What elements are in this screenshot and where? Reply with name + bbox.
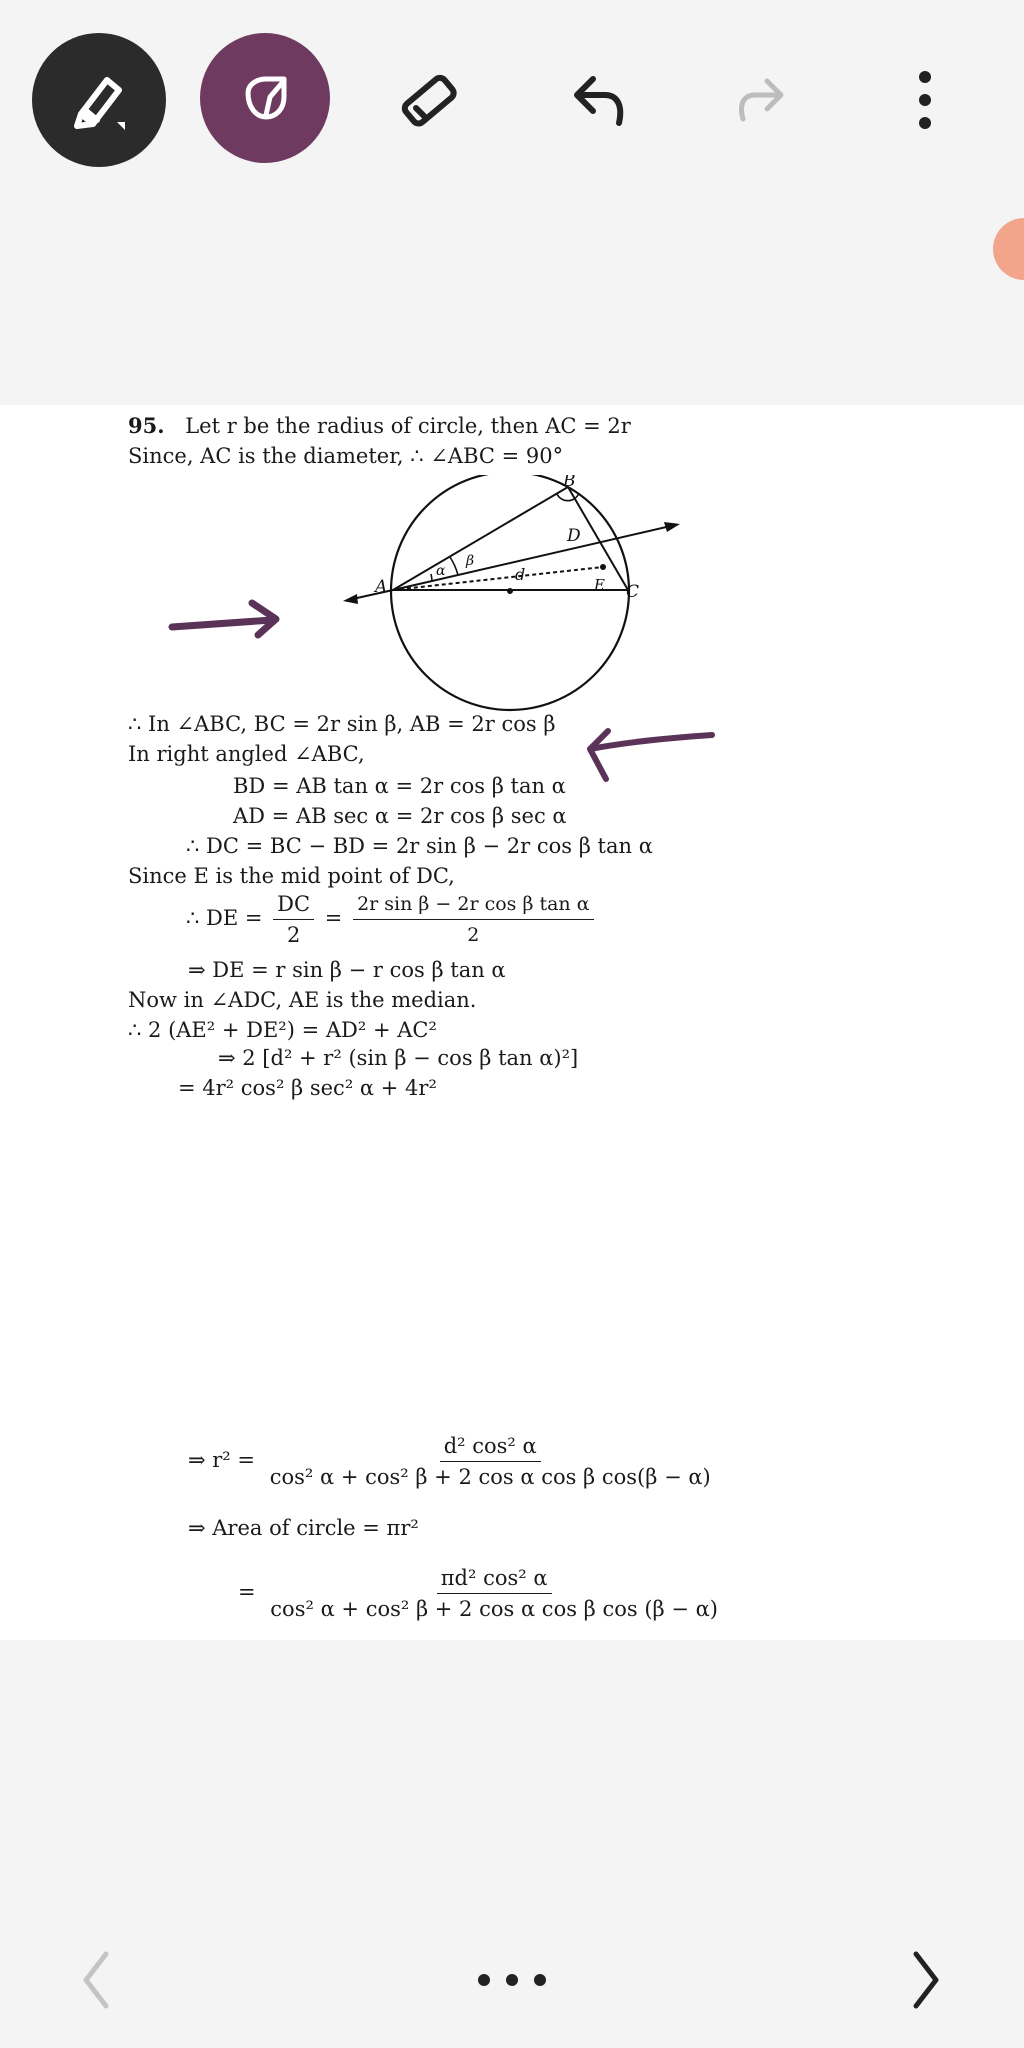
page-menu-button[interactable] xyxy=(470,1950,554,2010)
problem-header xyxy=(128,413,631,439)
fraction-dc-over-2 xyxy=(273,891,314,948)
r-squared-expression xyxy=(188,1433,719,1490)
line-2: Since, AC is the diameter, ∴ ∠ABC = 90° xyxy=(128,444,564,468)
step-3: BD = AB tan α = 2r cos β tan α xyxy=(233,774,566,798)
document-page xyxy=(0,405,1024,1640)
more-options-button[interactable] xyxy=(890,60,960,140)
frac-den: cos² α + cos² β + 2 cos α cos β cos (β − α) xyxy=(270,1597,718,1621)
highlighter-button[interactable] xyxy=(200,33,330,163)
label-b: B xyxy=(563,475,576,491)
step-11: ⇒ 2 [d² + r² (sin β − cos β tan α)²] xyxy=(218,1046,579,1070)
midpoint-e xyxy=(600,564,606,570)
page-scroll-handle[interactable] xyxy=(993,218,1024,280)
step-2: In right angled ∠ABC, xyxy=(128,742,365,766)
eraser-icon xyxy=(394,64,466,136)
r2-fraction xyxy=(266,1433,715,1490)
undo-button[interactable] xyxy=(560,60,640,140)
equals-sign: = xyxy=(324,906,343,930)
circle-diagram xyxy=(330,475,710,725)
r2-lhs: ⇒ r² = xyxy=(188,1448,255,1472)
fraction-dc-expanded xyxy=(353,891,593,948)
step-1: ∴ In ∠ABC, BC = 2r sin β, AB = 2r cos β xyxy=(128,712,556,736)
center-dot xyxy=(507,588,513,594)
arrowhead-right xyxy=(664,522,680,532)
de-lhs: ∴ DE = xyxy=(186,906,263,930)
frac-den: 2 xyxy=(286,923,301,947)
label-alpha: α xyxy=(436,563,446,579)
label-d: D xyxy=(567,526,581,546)
problem-number: 95. xyxy=(128,413,165,438)
label-a: A xyxy=(375,577,388,597)
step-7-de-expression xyxy=(186,891,598,948)
area-line: ⇒ Area of circle = πr² xyxy=(188,1516,419,1540)
frac-den: 2 xyxy=(467,924,480,946)
area-eq: = xyxy=(238,1580,256,1604)
next-page-button[interactable] xyxy=(896,1940,956,2020)
step-5: ∴ DC = BC − BD = 2r sin β − 2r cos β tan α xyxy=(186,834,653,858)
step-8: ⇒ DE = r sin β − r cos β tan α xyxy=(188,958,506,982)
line-1: Let r be the radius of circle, then AC = 2r xyxy=(185,414,631,438)
frac-num: πd² cos² α xyxy=(437,1565,552,1594)
more-vertical-icon xyxy=(915,65,935,135)
annotation-arrow-left xyxy=(582,723,717,798)
pen-button[interactable] xyxy=(32,33,166,167)
angle-beta-arc xyxy=(450,557,458,575)
chevron-left-icon xyxy=(76,1948,116,2012)
drawing-toolbar xyxy=(0,0,1024,200)
chevron-right-icon xyxy=(906,1948,946,2012)
highlighter-icon xyxy=(230,63,300,133)
undo-icon xyxy=(567,67,633,133)
frac-num: d² cos² α xyxy=(440,1433,541,1462)
arrowhead-left xyxy=(343,594,358,604)
frac-num: DC xyxy=(273,891,314,920)
annotation-arrow-right xyxy=(168,595,288,645)
frac-den: cos² α + cos² β + 2 cos α cos β cos(β − α) xyxy=(269,1465,711,1489)
pen-icon xyxy=(59,60,139,140)
step-12: = 4r² cos² β sec² α + 4r² xyxy=(178,1076,437,1100)
frac-num: 2r sin β − 2r cos β tan α xyxy=(353,891,593,920)
area-fraction xyxy=(266,1565,722,1622)
label-e: E xyxy=(594,576,605,594)
more-horizontal-icon xyxy=(472,1970,552,1990)
label-d-length: d xyxy=(515,565,526,584)
step-6: Since E is the mid point of DC, xyxy=(128,864,455,888)
previous-page-button[interactable] xyxy=(66,1940,126,2020)
step-4: AD = AB sec α = 2r cos β sec α xyxy=(233,804,567,828)
angle-alpha-arc xyxy=(431,574,432,581)
step-10: ∴ 2 (AE² + DE²) = AD² + AC² xyxy=(128,1018,437,1042)
line-ad-extended xyxy=(393,525,675,590)
label-beta: β xyxy=(466,553,475,569)
redo-button[interactable] xyxy=(720,60,800,140)
redo-icon xyxy=(729,69,791,131)
step-9: Now in ∠ADC, AE is the median. xyxy=(128,988,477,1012)
label-c: C xyxy=(626,582,640,602)
eraser-button[interactable] xyxy=(390,60,470,140)
area-expression xyxy=(238,1565,726,1622)
bottom-navigation xyxy=(0,1900,1024,2048)
